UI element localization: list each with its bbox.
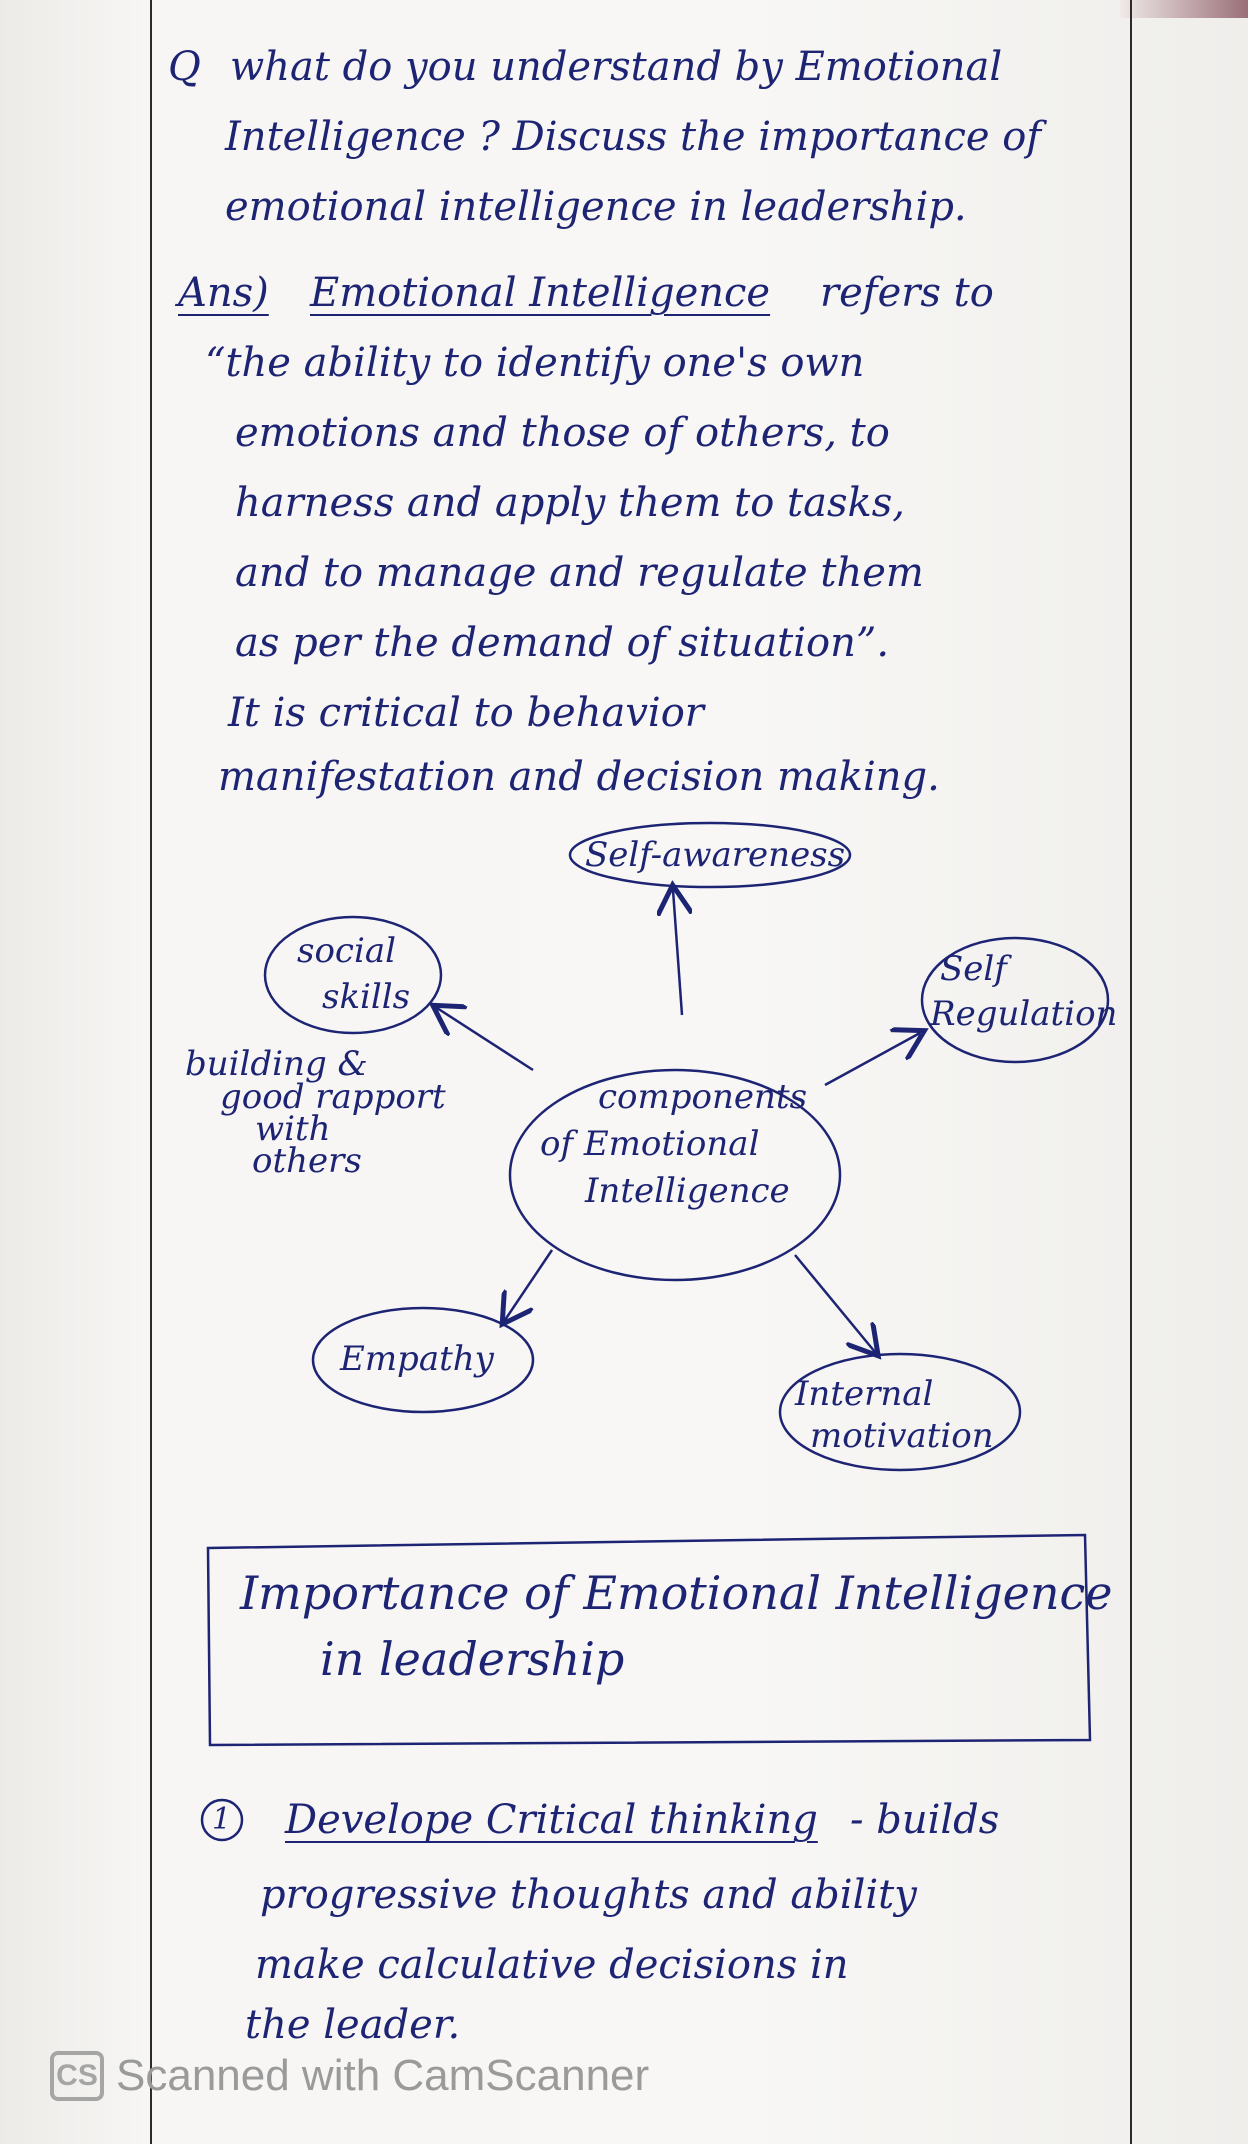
- answer-marker: Ans): [178, 270, 269, 316]
- arrow-to-self-regulation: [825, 1033, 920, 1085]
- social-skills-label-1: social: [297, 931, 396, 971]
- answer-line-4: harness and apply them to tasks,: [235, 480, 905, 526]
- self-awareness-label: Self-awareness: [585, 835, 846, 875]
- center-label-line-2: of Emotional: [540, 1124, 760, 1164]
- social-note-line-3: with: [255, 1109, 331, 1149]
- point-1-line-3: make calculative decisions in: [255, 1942, 849, 1988]
- internal-motivation-label-1: Internal: [795, 1374, 934, 1414]
- arrow-to-internal-motivation: [795, 1255, 875, 1352]
- social-note-line-2: good rapport: [220, 1077, 446, 1117]
- arrow-to-empathy: [505, 1250, 552, 1320]
- question-marker: Q: [168, 44, 201, 90]
- importance-heading-line-2: in leadership: [320, 1632, 625, 1686]
- center-label-line-3: Intelligence: [585, 1171, 790, 1211]
- arrow-to-self-awareness: [673, 890, 682, 1015]
- arrow-to-social-skills: [437, 1008, 533, 1070]
- social-note-line-1: building &: [185, 1044, 368, 1084]
- point-1-line-4: the leader.: [245, 2002, 461, 2048]
- answer-line-2: “the ability to identify one's own: [205, 340, 865, 386]
- camscanner-watermark: [50, 2046, 649, 2106]
- question-line-2: Intelligence ? Discuss the importance of: [225, 114, 1042, 160]
- question-line-1: what do you understand by Emotional: [230, 44, 1003, 90]
- social-skills-label-2: skills: [322, 977, 411, 1017]
- self-regulation-label-2: Regulation: [930, 994, 1118, 1034]
- empathy-label: Empathy: [340, 1339, 494, 1379]
- camscanner-logo-icon: CS: [50, 2051, 104, 2101]
- answer-line-7: It is critical to behavior: [228, 690, 704, 736]
- center-label-line-1: components: [598, 1077, 808, 1117]
- answer-line-5: and to manage and regulate them: [235, 550, 924, 596]
- answer-line-1-rest: refers to: [820, 270, 994, 316]
- answer-line-3: emotions and those of others, to: [235, 410, 890, 456]
- point-1-title: Develope Critical thinking: [285, 1797, 818, 1843]
- camscanner-text: Scanned with CamScanner: [116, 2051, 650, 2100]
- question-line-3: emotional intelligence in leadership.: [225, 184, 967, 230]
- self-regulation-label-1: Self: [940, 949, 1007, 989]
- point-number: 1: [212, 1802, 232, 1837]
- social-note-line-4: others: [252, 1141, 362, 1181]
- importance-heading-line-1: Importance of Emotional Intelligence: [240, 1566, 1113, 1620]
- importance-heading: [240, 1560, 1113, 1692]
- point-1-line-2: progressive thoughts and ability: [260, 1872, 917, 1918]
- answer-term: Emotional Intelligence: [310, 270, 771, 316]
- answer-line-8: manifestation and decision making.: [218, 754, 940, 800]
- point-1-rest: - builds: [850, 1797, 1000, 1843]
- internal-motivation-label-2: motivation: [810, 1416, 994, 1456]
- answer-line-6: as per the demand of situation”.: [235, 620, 890, 666]
